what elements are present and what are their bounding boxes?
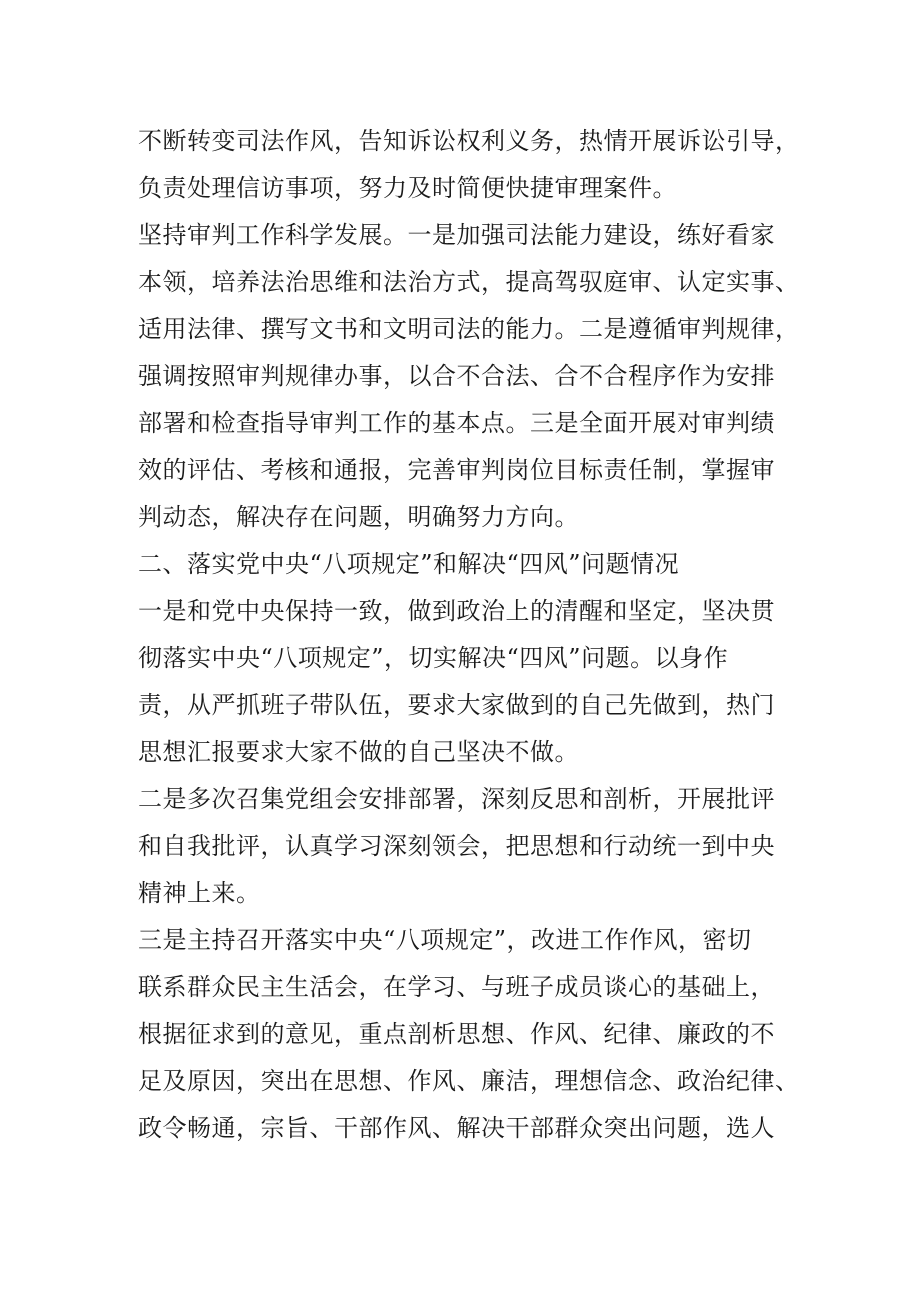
text-line: 适用法律、撰写文书和文明司法的能力。二是遵循审判规律， [138,315,800,343]
text-line: 彻落实中央“八项规定”，切实解决“四风”问题。以身作 [138,644,729,672]
text-line: 坚持审判工作科学发展。一是加强司法能力建设，练好看家 [138,221,775,249]
text-line: 本领，培养法治思维和法治方式，提高驾驭庭审、认定实事、 [138,268,800,296]
text-line: 强调按照审判规律办事，以合不合法、合不合程序作为安排 [138,362,775,390]
text-line: 足及原因，突出在思想、作风、廉洁，理想信念、政治纪律、 [138,1067,800,1095]
text-line: 精神上来。 [138,879,261,907]
text-line: 一是和党中央保持一致，做到政治上的清醒和坚定，坚决贯 [138,597,775,625]
text-line: 根据征求到的意见，重点剖析思想、作风、纪律、廉政的不 [138,1020,775,1048]
text-line: 不断转变司法作风，告知诉讼权利义务，热情开展诉讼引导， [138,127,800,155]
text-line: 和自我批评，认真学习深刻领会，把思想和行动统一到中央 [138,832,775,860]
text-line: 联系群众民主生活会，在学习、与班子成员谈心的基础上， [138,973,775,1001]
text-line: 三是主持召开落实中央“八项规定”，改进工作作风，密切 [138,926,752,954]
document-body [138,118,798,1152]
text-line: 二是多次召集党组会安排部署，深刻反思和剖析，开展批评 [138,785,775,813]
text-line: 负责处理信访事项，努力及时简便快捷审理案件。 [138,174,677,202]
text-line: 责，从严抓班子带队伍，要求大家做到的自己先做到，热门 [138,691,775,719]
text-line: 效的评估、考核和通报，完善审判岗位目标责任制，掌握审 [138,456,775,484]
section-heading: 二、落实党中央“八项规定”和解决“四风”问题情况 [138,550,680,578]
text-line: 判动态，解决存在问题，明确努力方向。 [138,503,579,531]
text-line: 政令畅通，宗旨、干部作风、解决干部群众突出问题，选人 [138,1114,775,1142]
text-line: 思想汇报要求大家不做的自己坚决不做。 [138,738,579,766]
text-line: 部署和检查指导审判工作的基本点。三是全面开展对审判绩 [138,409,775,437]
